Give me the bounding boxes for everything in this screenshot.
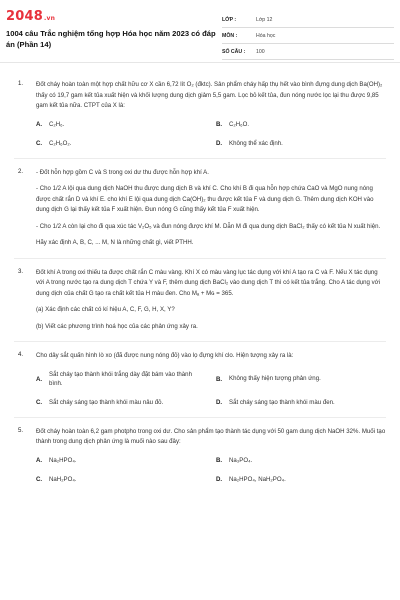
meta-value: Hóa học	[256, 32, 276, 39]
option-text: Sắt cháy sáng tạo thành khói màu đen.	[229, 398, 335, 406]
question-number: 2.	[18, 167, 24, 175]
header	[0, 0, 400, 63]
question-1	[0, 62, 400, 158]
question-2	[0, 159, 400, 258]
option-text: Na₃PO₄.	[229, 456, 253, 464]
question-list	[0, 62, 400, 494]
option-letter: A.	[36, 375, 43, 383]
option-letter: A.	[36, 457, 43, 464]
option-a[interactable]	[36, 370, 206, 389]
question-3	[0, 259, 400, 342]
meta-table	[222, 12, 394, 60]
question-number: 5.	[18, 426, 24, 434]
question-paragraph: Hãy xác định A, B, C, ... M, N là những chất gì, viết PTHH.	[36, 239, 194, 246]
question-paragraph: - Cho 1/2 A lội qua dung dịch NaOH thu được dung dịch B và khí C. Cho khí B đi qua hỗn hợp chứa CaO và MgO nung nóng được chất rắn D và khí E. cho khí E lội qua dung dịch Ca(OH)₂ thu được kết tủa F và dung dịch G. Thêm dung dịch KOH vào dung dịch G lại thấy kết tủa F xuất hiện. Đun nóng G cũng thấy kết tủa F xuất hiện.	[36, 185, 374, 213]
question-4	[0, 342, 400, 417]
logo-sub: .vn	[43, 15, 56, 22]
option-letter: B.	[216, 375, 223, 383]
option-b[interactable]	[216, 456, 386, 466]
option-letter: C.	[36, 476, 43, 483]
question-paragraph: (b) Viết các phương trình hoá học của các phản ứng xảy ra.	[36, 322, 198, 330]
question-paragraph: - Cho 1/2 A còn lại cho đi qua xúc tác V₂O₅ và đun nóng được khí M. Dẫn M đi qua dung dịch BaCl₂ thấy có kết tủa N xuất hiện.	[36, 222, 381, 230]
option-letter: D.	[216, 399, 223, 406]
meta-row-class	[222, 12, 394, 28]
meta-row-subject	[222, 28, 394, 44]
option-text: Không thể xác định.	[229, 139, 283, 147]
question-paragraph: (a) Xác định các chất có kí hiệu A, C, F, G, H, X, Y?	[36, 306, 175, 313]
question-number: 1.	[18, 80, 24, 87]
meta-row-count	[222, 44, 394, 60]
option-text: Sắt cháy tạo thành khói trắng dày đặt bám vào thành bình.	[49, 370, 192, 387]
option-text: C₂H₆O₂.	[49, 139, 72, 147]
option-a[interactable]	[36, 120, 206, 130]
answer-options	[36, 370, 386, 417]
option-letter: C.	[36, 140, 43, 147]
option-text: Không thấy hiện tượng phản ứng.	[229, 375, 321, 383]
option-letter: D.	[216, 476, 223, 483]
option-text: C₂H₆.	[49, 120, 65, 128]
option-letter: C.	[36, 399, 43, 406]
question-number: 3.	[18, 267, 24, 275]
option-letter: B.	[216, 121, 223, 128]
option-letter: B.	[216, 457, 223, 464]
option-text: Sắt cháy sáng tạo thành khói màu nâu đỏ.	[49, 398, 164, 406]
option-c[interactable]	[36, 398, 206, 408]
answer-options	[36, 120, 386, 158]
option-c[interactable]	[36, 139, 206, 149]
meta-label: SỐ CÂU :	[222, 48, 246, 55]
question-text: Đốt cháy hoàn toàn 6,2 gam photpho trong oxi dư. Cho sản phẩm tạo thành tác dụng với 50 gam dung dịch NaOH 32%. Muối tạo thành trong dung dịch phản ứng là muối nào sau đây:	[36, 427, 386, 445]
logo-main: 2048	[6, 9, 43, 24]
meta-label: LỚP :	[222, 16, 237, 23]
option-b[interactable]	[216, 370, 386, 389]
option-text: Na₂HPO₄, NaH₂PO₄.	[229, 475, 286, 483]
option-text: Na₂HPO₄.	[49, 456, 77, 464]
meta-label: MÔN :	[222, 32, 238, 39]
meta-value: Lớp 12	[256, 16, 273, 23]
document-title: 1004 câu Trắc nghiệm tổng hợp Hóa học năm 2023 có đáp án (Phần 14)	[6, 29, 216, 49]
site-logo[interactable]	[6, 9, 55, 24]
option-text: C₂H₆O.	[229, 120, 250, 128]
question-text: Đốt cháy hoàn toàn một hợp chất hữu cơ X cần 6,72 lít O₂ (đktc). Sản phẩm cháy hấp thụ hết vào bình đựng dung dịch Ba(OH)₂ thấy có 19,7 gam kết tủa xuất hiện và khối lượng dung dịch giảm 5,5 gam. Lọc bỏ kết tủa, đun nóng nước lọc lại thu được 9,85 gam kết tủa nữa. CTPT của X là:	[36, 81, 383, 109]
option-d[interactable]	[216, 398, 386, 408]
option-d[interactable]	[216, 475, 386, 485]
option-a[interactable]	[36, 456, 206, 466]
option-text: NaH₂PO₄.	[49, 475, 77, 483]
question-5	[0, 418, 400, 494]
question-paragraph: - Đốt hỗn hợp gồm C và S trong oxi dư thu được hỗn hợp khí A.	[36, 168, 209, 176]
question-paragraph: Đốt khí A trong oxi thiếu ta được chất rắn C màu vàng. Khí X có màu vàng lục tác dụng với khí A tạo ra C và F. Nếu X tác dụng với A trong nước tạo ra dung dịch T chứa Y và F, thêm dung dịch BaCl₂ vào dung dịch T thì có kết tủa trắng. Cho A tác dụng với dung dịch của chất G tạo ra chất kết tủa H màu đen. Cho Mₐ + Mɢ = 365.	[36, 268, 380, 297]
answer-options	[36, 456, 386, 494]
option-b[interactable]	[216, 120, 386, 130]
meta-value: 100	[256, 48, 265, 55]
question-number: 4.	[18, 351, 24, 358]
question-text: Cho dây sắt quấn hình lò xo (đã được nung nóng đỏ) vào lọ đựng khí clo. Hiện tượng xảy ra là:	[36, 352, 294, 359]
option-c[interactable]	[36, 475, 206, 485]
option-d[interactable]	[216, 139, 386, 149]
option-letter: A.	[36, 121, 43, 128]
option-letter: D.	[216, 140, 223, 147]
